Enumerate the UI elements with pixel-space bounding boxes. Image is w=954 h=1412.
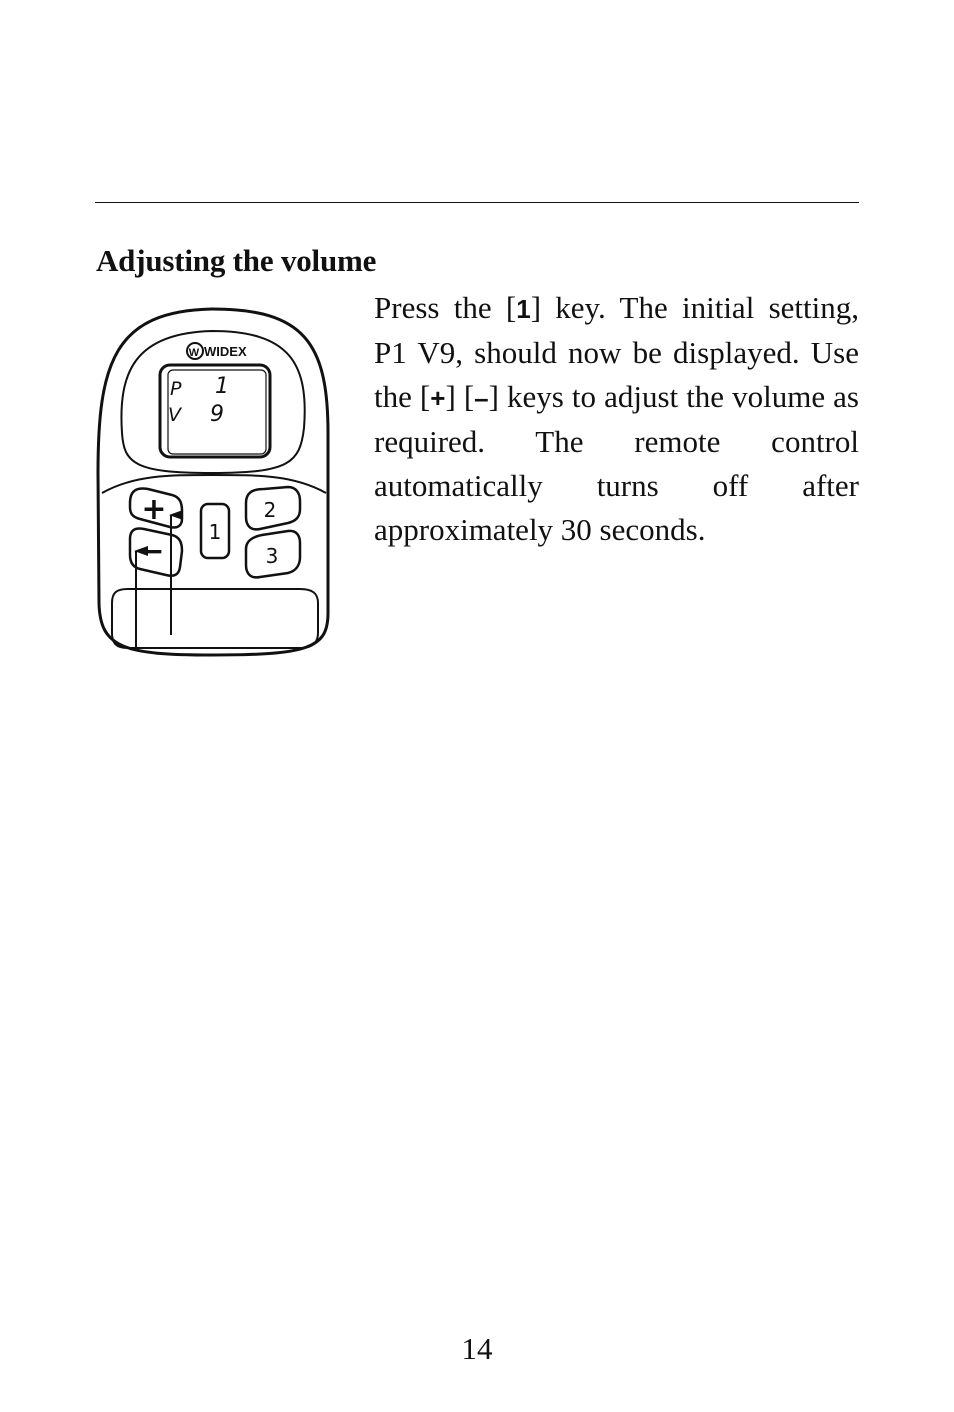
key-plus-label: + [430,383,446,413]
section-heading: Adjusting the volume [96,243,377,278]
lcd-program-label: P [170,378,182,400]
program-2-button[interactable] [246,487,300,529]
instruction-paragraph: Press the [1] key. The initial setting, P1 V9, should now be displayed. Use the [+] [–] keys to adjust the volume as required. The remote control automatically turns off after approximately 30 seconds. [374,290,859,547]
svg-text:3: 3 [265,544,279,568]
lcd-program-value: 1 [215,374,229,399]
key-minus-label: – [474,383,489,413]
remote-control-illustration [94,303,334,663]
svg-text:WIDEX: WIDEX [204,344,247,359]
program-3-button[interactable] [246,531,300,578]
program-1-button[interactable] [201,504,229,558]
minus-button[interactable] [130,528,182,575]
svg-text:+: + [141,492,167,527]
top-rule [95,202,859,203]
page-number: 14 [461,1331,493,1366]
svg-text:2: 2 [263,498,277,522]
lcd-volume-label: V [168,404,181,426]
svg-text:1: 1 [208,520,222,544]
key-one-label: 1 [516,294,531,324]
lcd-volume-value: 9 [210,402,224,427]
svg-text:W: W [188,347,200,359]
svg-text:−: − [139,534,165,569]
